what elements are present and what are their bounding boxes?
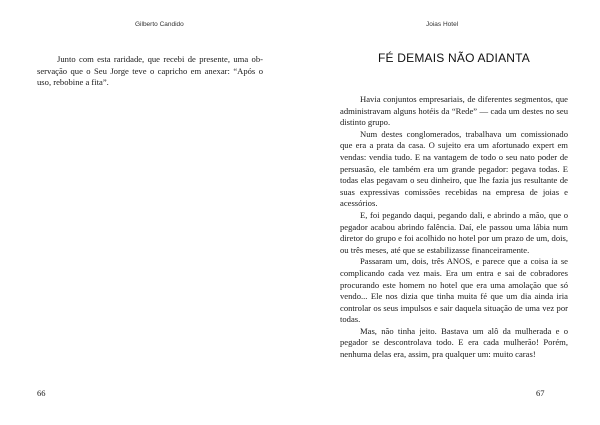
chapter-title: FÉ DEMAIS NÃO ADIANTA: [377, 51, 530, 65]
paragraph: E, foi pegando daqui, pegando dali, e abrindo a mão, que o pegador acabou abrindo falência. Daí, ele passou uma lábia num diretor do grupo e foi acolhido no hotel por um prazo de um, dois, ou três meses, até que se estabilizasse financeiramente.: [340, 209, 568, 255]
page-number: 67: [536, 388, 545, 398]
running-head-author: Gilberto Candido: [135, 21, 184, 28]
paragraph: Havia conjuntos empresariais, de diferentes segmentos, que administravam alguns hotéis da “Rede” — cada um destes no seu distinto grupo.: [340, 94, 568, 128]
paragraph: Mas, não tinha jeito. Bastava um alô da mulherada e o pegador se descontrolava todo. E era cada mulherão! Porém, nenhuma delas era, assim, pra qualquer um: muito caras!: [340, 325, 568, 360]
right-page-body: [340, 94, 568, 361]
running-head-book-title: Joias Hotel: [426, 21, 459, 28]
right-page: [300, 0, 600, 425]
left-page-body: [37, 54, 263, 89]
paragraph: Passaram um, dois, três ANOS, e parece que a coisa ia se complicando cada vez mais. Era um entra e sai de cobradores procurando este homem no hotel que era uma amolação que só vendo... Ele nos dizia que tinha muita fé que um dia ainda iria controlar os seus impulsos e sair daquela situação de uma vez por todas.: [340, 256, 568, 325]
paragraph: Num destes conglomerados, trabalhava um comissionado que era a prata da casa. O sujeito era um afortunado expert em vendas: vendia tudo. E na vantagem de todo o seu nato poder de persuasão, ele também era um grande pegador: pegava todas. E todas elas pegavam o seu dinheiro, que lhe fazia jus resultante de suas expressivas comissões recebidas na empresa de joias e acessórios.: [340, 128, 568, 209]
paragraph: Junto com esta raridade, que recebi de presente, uma ob-servação que o Seu Jorge teve o capricho em anexar: “Após o uso, rebobine a fita”.: [37, 54, 263, 88]
page-number: 66: [37, 388, 46, 398]
